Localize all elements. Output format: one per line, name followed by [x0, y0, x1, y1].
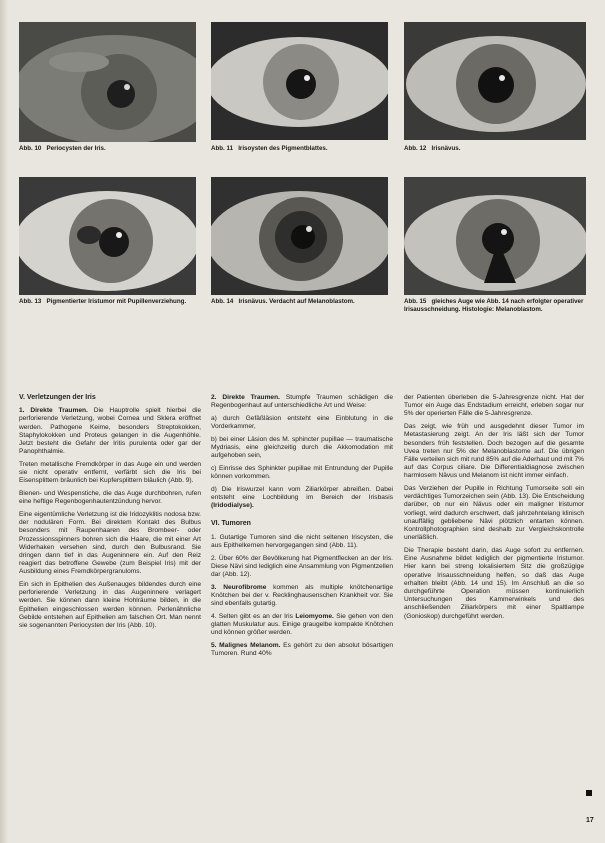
list-item-c: c) Einrisse des Sphinkter pupillae mit Entrundung der Pupille können vorkommen. — [211, 464, 393, 481]
figure-caption-abb12 — [404, 145, 586, 153]
text-column-2 — [211, 394, 393, 663]
list-item-d — [211, 486, 393, 511]
paragraph: Ein sich in Epithelien des Außenauges bildendes durch eine perforierende Verletzung in das Augeninnere verlagert werden. Sie können dann kleine Hohlräume bilden, in die Epithelien eingeschlossen werden können. Perlenähnliche Gebilde entstehen auf Epithelien am falschen Ort. Man nennt sie sogenannten Periocysten der Iris (Abb. 10). — [19, 581, 201, 630]
eye-photo-abb14 — [211, 177, 388, 295]
paragraph-text: kommen als multiple knötchenartige Knötchen bei der v. Recklinghausenschen Krankheit vor. Sie sind ebenfalls gutartig. — [211, 583, 394, 608]
figure-caption-text: Irisnävus. Verdacht auf Melanoblastom. — [238, 298, 355, 305]
paragraph-title: 3. Neurofibrome — [211, 583, 267, 591]
section-heading-verletzungen: V. Verletzungen der Iris — [19, 394, 96, 401]
eye-photo-abb12 — [404, 22, 586, 140]
figure-label: Abb. 14 — [211, 298, 234, 305]
figure-caption-text: gleiches Auge wie Abb. 14 nach erfolgter operativer Irisausschneidung. Histologie: Melanoblastom. — [404, 298, 584, 313]
eye-photo-abb10 — [19, 22, 196, 142]
eye-photo-abb15 — [404, 177, 586, 295]
figure-label: Abb. 15 — [404, 298, 427, 305]
eye-photo-abb13 — [19, 177, 196, 295]
term: (Iridodialyse). — [211, 502, 254, 510]
paragraph: 1. Gutartige Tumoren sind die nicht seltenen Iriscysten, die aus Epithelkernen hervorgegangen sind (Abb. 11). — [211, 533, 393, 549]
paragraph: Eine eigentümliche Verletzung ist die Iridozyklitis nodosa bzw. der nodulären Form. Bei direktem Kontakt des Bulbus besonders mit Raupenhaaren des Brombeer- oder Prozessionsspinners bohren sich die Haare, die mit einer Art Widerhaken versehen sind, durch den Bulbusrand. Sie dringen dann tief in das Augeninnere ein. Auf den Reiz reagiert das betroffene Gewebe (zum Beispiel Iris) mit der Ausbildung eines Fremdkörpergranuloms. — [19, 510, 201, 576]
paragraph: Das Verziehen der Pupille in Richtung Tumorseite soll ein verdächtiges Tumorzeichen sein (Abb. 13). Die Entscheidung darüber, ob nur ein Nävus oder ein maligner Iristumor vorliegt, wird dadurch erschwert, daß jahrzehntelang klinisch unauffällig gebliebene Nävi plötzlich entarten können. Kontrollphotographien sind deshalb zur Vergleichskontrolle unerläßlich. — [404, 485, 584, 542]
paragraph — [211, 584, 393, 609]
paragraph: Treten metallische Fremdkörper in das Auge ein und werden sie nicht operativ entfernt, verfärbt sich die Iris bei Eisensplittern bräunlich bei Kupfersplittern bläulich (Abb. 9). — [19, 460, 201, 485]
section-heading-tumoren: VI. Tumoren — [211, 520, 251, 528]
figure-label: Abb. 11 — [211, 145, 234, 152]
paragraph-text: Sie gehen von den glatten Muskulatur aus. Einige graugelbe kompakte Knötchen und können größer werden. — [211, 612, 393, 637]
term: Leiomyome. — [295, 612, 334, 620]
figure-caption-abb14 — [211, 298, 391, 306]
paragraph: Bienen- und Wespenstiche, die das Auge durchbohren, rufen eine heftige Regenbogenhautentzündung hervor. — [19, 490, 201, 506]
figure-label: Abb. 12 — [404, 145, 427, 152]
paragraph-text: d) Die Iriswurzel kann vom Ziliarkörper abreißen. Dabei entsteht eine Lochbildung im Bereich der Irisbasis — [211, 485, 393, 502]
paragraph: der Patienten überleben die 5-Jahresgrenze nicht. Hat der Tumor ein Auge das Endstadium erreicht, erleben sogar nur 5% der operierten Fälle die 5-Jahresgrenze. — [404, 394, 584, 418]
paragraph: Das zeigt, wie früh und ausgedehnt dieser Tumor im Metastasierung zeigt. An der Iris läßt sich der Tumor besonders früh feststellen. Doch bezogen auf die gesamte Uvea treten nur 5% der Melanoblastome auf. Die übrigen Fälle verteilen sich mit rund 85% auf die Aderhaut und mit 7% auf das Corpus ciliare. Die Differentialdiagnose zwischen harmlosem Nävus und Melanom ist nicht immer einfach. — [404, 423, 584, 480]
paragraph — [211, 613, 393, 638]
paragraph-text: Die Hauptrolle spielt hierbei die perforierende Verletzung, wobei Cornea und Sklera eröffnet werden. Pathogene Keime, besonders Streptokokken, Staphylokokken und Proteus gelangen in die Augenhöhle. Jetzt besteht die Gefahr der Iritis purulenta oder gar der Panophthalmie. — [19, 407, 201, 456]
figure-caption-abb13 — [19, 298, 199, 306]
paragraph — [19, 407, 201, 456]
figure-caption-text: Periocysten der Iris. — [46, 145, 106, 152]
figure-caption-text: Irisoysten des Pigmentblattes. — [238, 145, 328, 152]
paragraph: 2. Über 60% der Bevölkerung hat Pigmentflecken an der Iris. Diese Nävi sind lediglich eine Ansammlung von Pigmentzellen dar (Abb. 12). — [211, 554, 393, 578]
page-number: 17 — [586, 817, 594, 824]
figure-label: Abb. 13 — [19, 298, 42, 305]
paragraph: Die Therapie besteht darin, das Auge sofort zu entfernen. Eine Ausnahme bildet lediglich der pigmentierte Iristumor. Hier kann bei streng lokalisiertem Sitz die großzügige operative Irisausschneidung helfen, so daß das Auge erhalten bleibt (Abb. 14 und 15). Im Anschluß an die so durchgeführte Operation müssen kontinuierlich Untersuchungen des Kammerwinkels und des anschließenden Ziliarkörpers mit einer Spaltlampe (Gonioskop) durchgeführt werden. — [404, 546, 584, 620]
paragraph-text: Stumpfe Traumen schädigen die Regenbogenhaut auf unterschiedliche Art und Weise: — [211, 394, 393, 410]
figure-label: Abb. 10 — [19, 145, 42, 152]
eye-photo-abb11 — [211, 22, 388, 140]
page-edge-shadow — [0, 0, 8, 843]
paragraph — [211, 642, 393, 658]
text-column-3 — [404, 394, 584, 625]
paragraph-title: 1. Direkte Traumen. — [19, 407, 88, 415]
figure-caption-abb15 — [404, 298, 588, 313]
paragraph-text: 4. Selten gibt es an der Iris — [211, 612, 293, 620]
figure-caption-abb10 — [19, 145, 196, 153]
figure-caption-abb11 — [211, 145, 388, 153]
list-item-b: b) bei einer Läsion des M. sphincter pupillae — traumatische Mydriasis, eine gleichzeitig durch die Akkomodation mit aufgehoben sein, — [211, 435, 393, 460]
end-mark-square — [586, 790, 592, 796]
paragraph-text: Es gehört zu den absolut bösartigen Tumoren. Rund 40% — [211, 641, 393, 658]
paragraph-title: 2. Direkte Traumen. — [211, 394, 280, 401]
figure-caption-text: Irisnävus. — [431, 145, 461, 152]
paragraph — [211, 394, 393, 410]
text-column-1 — [19, 394, 201, 635]
figure-caption-text: Pigmentierter Iristumor mit Pupillenverziehung. — [46, 298, 187, 305]
list-item-a: a) durch Gefäßläsion entsteht eine Einblutung in die Vorderkammer, — [211, 414, 393, 431]
paragraph-title: 5. Malignes Melanom. — [211, 641, 281, 649]
